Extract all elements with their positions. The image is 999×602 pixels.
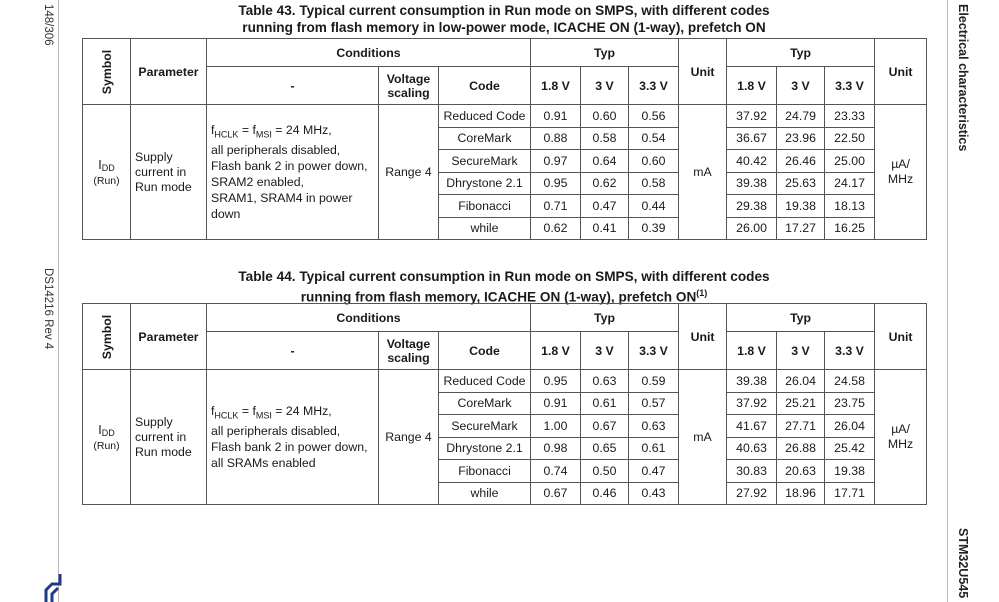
parameter-line: Run mode [135,444,192,459]
voltage-scaling-header: Voltage scaling [379,67,439,105]
typ-ua-value: 37.92 [727,105,777,128]
freq-condition: $f_{HCLK} = f_{MSI} = 24$ MHz, [211,403,332,421]
unit-ma-cell: mA [679,370,727,505]
symbol-run: (Run) [93,439,120,452]
right-margin-line [947,0,948,602]
freq-sub: HCLK [214,410,239,421]
freq-sub: HCLK [214,129,239,140]
voltage-range-cell: Range 4 [379,370,439,505]
symbol-header: Symbol [83,304,131,370]
unit-ma-header: Unit [679,304,727,370]
code-cell: CoreMark [439,127,531,150]
table-44-caption [80,268,928,306]
symbol-cell: $I_{DD}$ (Run) [83,370,131,505]
symbol-subscript: DD [101,162,115,173]
parameter-header: Parameter [131,39,207,105]
unit-ua-cell: µA/ MHz [875,370,927,505]
typ-ma-value: 0.67 [531,482,581,505]
typ-ua-value: 19.38 [777,195,825,218]
page-number: 148/306 [42,4,54,46]
caption-line-1: Table 43. Typical current consumption in Run mode on SMPS, with different codes [238,3,770,18]
typ-ma-value: 0.43 [629,482,679,505]
condition-line: all SRAMs enabled [211,456,316,471]
vdd-1v8-header: 1.8 V [727,332,777,370]
typ-ua-value: 39.38 [727,370,777,393]
dash-header: - [207,67,379,105]
typ-ua-value: 26.88 [777,437,825,460]
symbol-run: (Run) [93,174,120,187]
vdd-3v3-header: 3.3 V [629,332,679,370]
typ-ua-value: 27.92 [727,482,777,505]
voltage-range-cell: Range 4 [379,105,439,240]
typ-ua-value: 24.58 [825,370,875,393]
typ-ma-value: 0.95 [531,370,581,393]
parameter-line: Supply [135,414,173,429]
typ-ma-value: 0.54 [629,127,679,150]
typ-ua-value: 36.67 [727,127,777,150]
left-margin-line [58,0,59,602]
typ-ua-value: 40.42 [727,150,777,173]
typ-ua-value: 25.63 [777,172,825,195]
spec-table [82,303,927,505]
typ-ma-value: 0.71 [531,195,581,218]
code-cell: SecureMark [439,415,531,438]
typ-ua-value: 17.27 [777,217,825,240]
typ-ma-value: 0.98 [531,437,581,460]
vdd-3v3-header: 3.3 V [825,332,875,370]
conditions-header: Conditions [207,304,531,332]
typ-ua-value: 25.00 [825,150,875,173]
typ-ma-value: 0.57 [629,392,679,415]
typ-ua-value: 25.21 [777,392,825,415]
typ-ma-value: 0.95 [531,172,581,195]
typ-ua-value: 18.96 [777,482,825,505]
freq-sub: MSI [255,410,272,421]
typ-ua-value: 26.00 [727,217,777,240]
vdd-3v-header: 3 V [777,332,825,370]
typ-ma-value: 0.47 [629,460,679,483]
part-number: STM32U545 [956,528,970,599]
typ-ma-value: 0.63 [629,415,679,438]
unit-ua-header: Unit [875,39,927,105]
typ-ma-value: 0.88 [531,127,581,150]
header-row-1 [83,304,927,332]
code-header: Code [439,67,531,105]
typ-ua-value: 20.63 [777,460,825,483]
header-row-2 [83,67,927,105]
voltage-scaling-header: Voltage scaling [379,332,439,370]
symbol-subscript: DD [101,427,115,438]
typ-ma-value: 0.47 [581,195,629,218]
typ-ma-value: 0.58 [629,172,679,195]
dash-header: - [207,332,379,370]
typ-ma-value: 0.74 [531,460,581,483]
typ-ma-value: 0.41 [581,217,629,240]
typ-ua-value: 40.63 [727,437,777,460]
condition-line: SRAM2 enabled, [211,175,304,190]
typ-ma-value: 0.60 [629,150,679,173]
code-cell: Fibonacci [439,460,531,483]
caption-line-2: running from flash memory, ICACHE ON (1-way), prefetch ON$^{(1)}$ [300,288,708,305]
symbol-cell: $I_{DD}$ (Run) [83,105,131,240]
code-cell: while [439,482,531,505]
parameter-line: Run mode [135,179,192,194]
code-cell: Reduced Code [439,105,531,128]
table-row [83,105,927,128]
code-cell: while [439,217,531,240]
parameter-cell [131,105,207,240]
typ-ua-value: 30.83 [727,460,777,483]
caption-line-2: running from flash memory in low-power mode, ICACHE ON (1-way), prefetch ON [242,20,766,35]
vdd-1v8-header: 1.8 V [531,67,581,105]
typ-ua-value: 23.96 [777,127,825,150]
condition-line: SRAM1, SRAM4 in power [211,191,353,206]
typ-ma-value: 0.63 [581,370,629,393]
typ-ua-value: 37.92 [727,392,777,415]
typ-ua-value: 41.67 [727,415,777,438]
typ-ua-value: 23.33 [825,105,875,128]
typ-ma-value: 0.65 [581,437,629,460]
typ-ua-value: 27.71 [777,415,825,438]
typ-ma-value: 0.67 [581,415,629,438]
parameter-line: current in [135,429,187,444]
vdd-3v3-header: 3.3 V [629,67,679,105]
typ-ua-value: 26.04 [825,415,875,438]
freq-sub: MSI [255,129,272,140]
typ-ua-header: Typ [727,304,875,332]
code-cell: CoreMark [439,392,531,415]
parameter-header: Parameter [131,304,207,370]
unit-ua-cell: µA/ MHz [875,105,927,240]
caption-line-1: Table 44. Typical current consumption in Run mode on SMPS, with different codes [238,269,770,284]
typ-ua-value: 23.75 [825,392,875,415]
vdd-1v8-header: 1.8 V [727,67,777,105]
typ-ua-value: 24.17 [825,172,875,195]
unit-ua-header: Unit [875,304,927,370]
typ-ua-value: 26.04 [777,370,825,393]
typ-ua-value: 18.13 [825,195,875,218]
typ-ma-value: 0.97 [531,150,581,173]
typ-ma-value: 0.59 [629,370,679,393]
parameter-line: Supply [135,149,173,164]
typ-ma-value: 0.44 [629,195,679,218]
typ-ma-value: 0.39 [629,217,679,240]
parameter-line: current in [135,164,187,179]
typ-ma-value: 0.58 [581,127,629,150]
typ-ma-value: 0.56 [629,105,679,128]
typ-ua-value: 16.25 [825,217,875,240]
unit-ma-cell: mA [679,105,727,240]
typ-ma-value: 0.61 [581,392,629,415]
doc-revision: DS14216 Rev 4 [42,268,54,350]
header-row-1 [83,39,927,67]
spec-table [82,38,927,240]
condition-line: Flash bank 2 in power down, [211,159,368,174]
typ-ma-value: 0.46 [581,482,629,505]
typ-ua-value: 26.46 [777,150,825,173]
table-43-caption [80,2,928,36]
code-cell: Fibonacci [439,195,531,218]
typ-ua-value: 17.71 [825,482,875,505]
typ-ma-value: 0.50 [581,460,629,483]
vdd-3v-header: 3 V [581,67,629,105]
vdd-3v-header: 3 V [581,332,629,370]
typ-ua-value: 19.38 [825,460,875,483]
condition-line: all peripherals disabled, [211,424,341,439]
condition-line: Flash bank 2 in power down, [211,440,368,455]
typ-ua-header: Typ [727,39,875,67]
typ-ua-value: 24.79 [777,105,825,128]
vdd-1v8-header: 1.8 V [531,332,581,370]
code-header: Code [439,332,531,370]
typ-ma-value: 0.62 [581,172,629,195]
vdd-3v-header: 3 V [777,67,825,105]
typ-ua-value: 22.50 [825,127,875,150]
vdd-3v3-header: 3.3 V [825,67,875,105]
typ-ma-value: 0.61 [629,437,679,460]
code-cell: SecureMark [439,150,531,173]
typ-ma-value: 0.64 [581,150,629,173]
conditions-cell [207,370,379,505]
st-logo-icon [42,572,64,602]
typ-ma-value: 1.00 [531,415,581,438]
code-cell: Dhrystone 2.1 [439,437,531,460]
code-cell: Dhrystone 2.1 [439,172,531,195]
typ-ma-value: 0.60 [581,105,629,128]
typ-ma-value: 0.91 [531,392,581,415]
typ-ma-value: 0.62 [531,217,581,240]
typ-ma-value: 0.91 [531,105,581,128]
conditions-cell [207,105,379,240]
typ-ua-value: 29.38 [727,195,777,218]
symbol-header: Symbol [83,39,131,105]
condition-line: down [211,207,241,222]
freq-condition: $f_{HCLK} = f_{MSI} = 24$ MHz, [211,122,332,140]
typ-ua-value: 25.42 [825,437,875,460]
typ-ma-header: Typ [531,304,679,332]
typ-ua-value: 39.38 [727,172,777,195]
table-row [83,370,927,393]
section-title: Electrical characteristics [956,4,970,152]
parameter-cell [131,370,207,505]
condition-line: all peripherals disabled, [211,143,341,158]
code-cell: Reduced Code [439,370,531,393]
header-row-2 [83,332,927,370]
unit-ma-header: Unit [679,39,727,105]
conditions-header: Conditions [207,39,531,67]
typ-ma-header: Typ [531,39,679,67]
